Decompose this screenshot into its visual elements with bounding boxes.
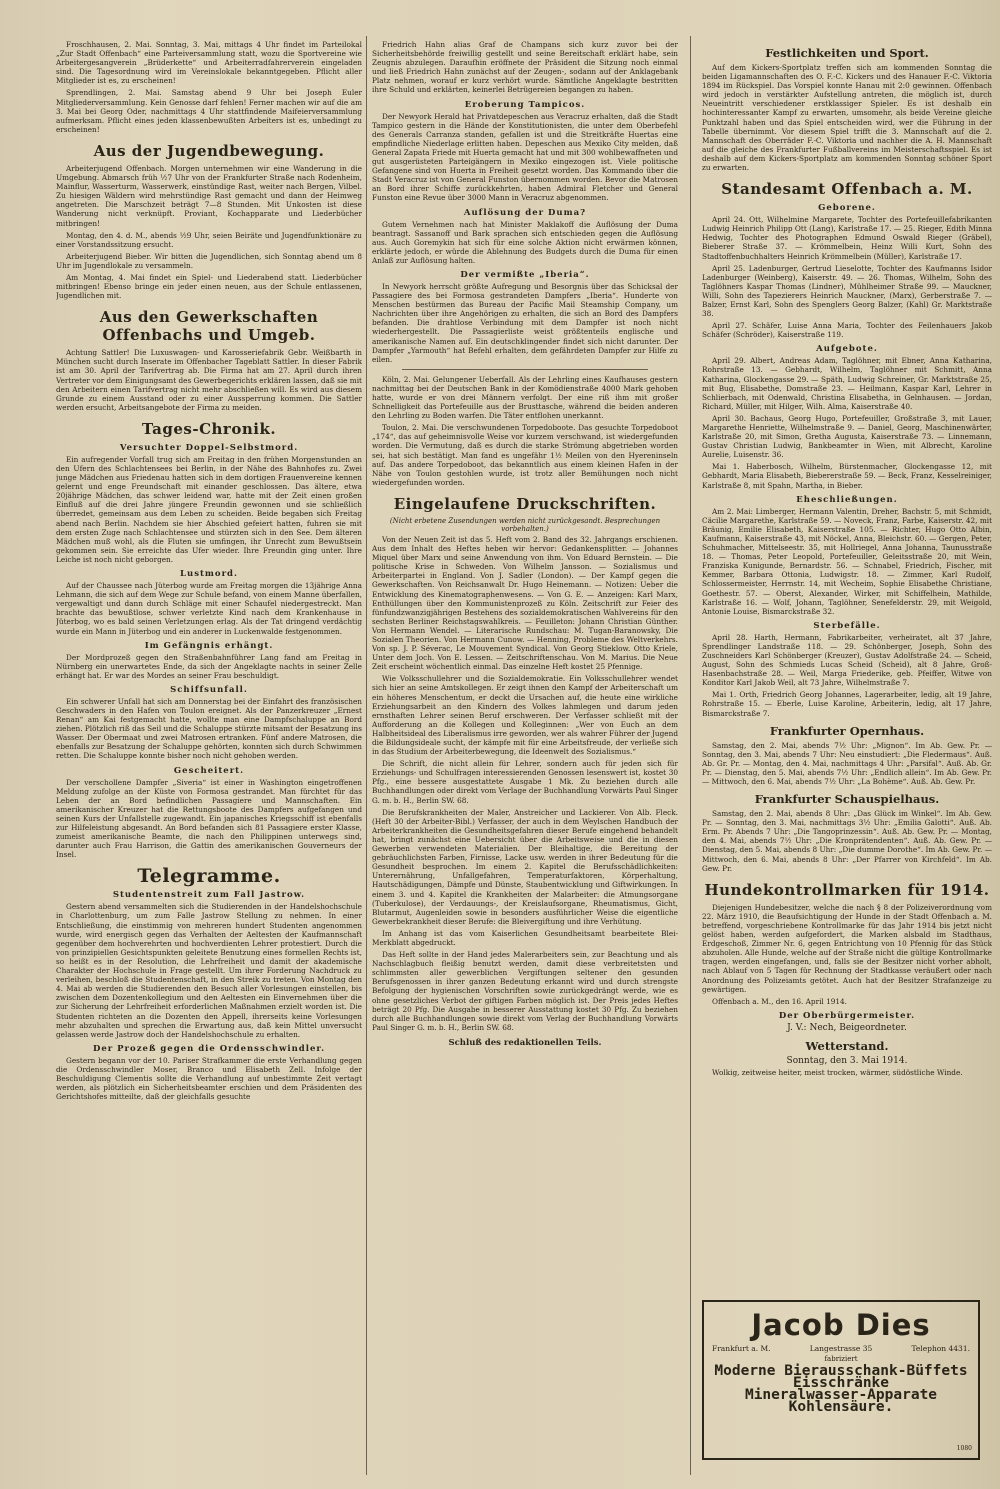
article-paragraph: Wie Volksschullehrer und die Sozialdemokratie. Ein Volksschullehrer wendet sich hier an seine Amtskollegen. Er zeigt ihnen den Kampf der Arbeiterschaft um ein höheres Menschentum, er deckt die Ursachen auf, die heute eine wirkliche Erziehungsarbeit an den Kindern des Volkes lahmlegen und darum jeden ernsthaften Lehrer seinen Beruf erschweren. Der Verfasser schließt mit der Aufforderung an die Kollegen und Kolleginnen: „Wer von Euch an dem Halbheitsideal des Liberalismus irre geworden, wer als wahrer Führer der Jugend die Bildungsideale sucht, der kämpfe mit für eine Arbeitsfreude, der verließe sich in das Studium der Arbeiterbewegung, die Ideenwelt des Sozialismus.“ xyxy=(372,674,678,757)
section-heading: Aus den Gewerkschaften Offenbachs und Umgeb. xyxy=(99,308,319,345)
article-paragraph: Gestern begann vor der 10. Pariser Strafkammer die erste Verhandlung gegen die Ordensschwindler Moser, Branco und Elisabeth Zell. Infolge der Beschuldigung Clementis sollte die Verhandlung auf unbestimmte Zeit vertagt werden, als plötzlich ein Sicherheitsbeamter erschien und dem Präsidenten des Gerichtshofes mitteilte, daß der gleichfalls gesuchte xyxy=(56,1055,362,1102)
section-heading: Frankfurter Schauspielhaus. xyxy=(754,792,940,807)
article-heading: Der Prozeß gegen die Ordensschwindler. xyxy=(92,1043,326,1054)
article-heading: Aufgebote. xyxy=(816,344,878,355)
section-heading: Tages-Chronik. xyxy=(141,419,277,438)
article-paragraph: Sprendlingen, 2. Mai. Samstag abend 9 Uhr bei Joseph Euler Mitgliederversammlung. Kein Genosse darf fehlen! Ferner machen wir auf die am 3. Mai bei Georg Oder, nachmittags 4 Uhr stattfindende Maifeierversammlung aufmerksam. Pflicht eines jeden klassenbewußten Arbeiters ist es, unbedingt zu erscheinen! xyxy=(56,88,362,134)
article-paragraph: April 30. Bachaus, Georg Hugo, Portefeuiller, Großstraße 3, mit Lauer, Margarethe Henriette, Wilhelmstraße 9. — Daniel, Georg, Maschinenwärter, Karlstraße 20, mit Simon, Gretha Augusta, Kaiserstraße 73. — Linnemann, Gustav Christian Ludwig, Bankbeamter in Wien, mit Albrecht, Karoline Aurelie, Luisenstr. 36. xyxy=(702,413,992,460)
section-heading: Eingelaufene Druckschriften. xyxy=(393,494,657,513)
ad-street: Langestrasse 35 xyxy=(809,1344,873,1353)
ad-product: Eisschränke xyxy=(792,1375,890,1392)
article-paragraph: Der verschollene Dampfer „Siveria“ ist einer in Washington eingetroffenen Meldung zufolge an der Küste von Formosa gestrandet. Man fürchtet für das Leben der an Bord befindlichen Passagiere und Mannschaften. Ein amerikanischer Kreuzer hat die Rettungsboote des Dampfers aufgefangen und seinen Kurs der Unfallstelle zugewandt. Ein japanisches Kriegsschiff ist ebenfalls zur Hilfeleistung abgesandt. An Bord befanden sich 81 Passagiere erster Klasse, zumeist amerikanische Beamte, die nach den Philippinen unterwegs sind, darunter auch Frau Harrison, die Gattin des amerikanischen Gouverneurs der Insel. xyxy=(56,777,362,860)
article-paragraph: Friedrich Hahn alias Graf de Champans sich kurz zuvor bei der Sicherheitsbehörde freiwillig gestellt und seine Bereitschaft erklärt habe, sein Zeugnis abzulegen. Daraufhin eröffnete der Präsident die Sitzung noch einmal und ließ Friedrich Hahn zunächst auf der Zeugen-, sodann auf der Anklagebank Platz nehmen, worauf er kurz verhört wurde. Sämtliche Angeklagte bestritten ihre Schuld und erklärten, keinerlei Betrügereien begangen zu haben. xyxy=(372,40,678,95)
article-paragraph: Diejenigen Hundebesitzer, welche die nach § 8 der Polizeiverordnung vom 22. März 1910, die Beaufsichtigung der Hunde in der Stadt Offenbach a. M. betreffend, vorgeschriebene Kontrollmarke für das Jahr 1914 bis jetzt nicht gelöst haben, werden aufgefordert, die Marken alsbald im Stadthaus, Erdgeschoß, Zimmer Nr. 6, gegen Entrichtung von 10 Pfennig für das Stück abzuholen. Alle Hunde, welche auf der Straße nicht die gültige Kontrollmarke tragen, werden eingefangen, und, falls sie der Besitzer nicht vorher abholt, nach Ablauf von 5 Tagen für Rechnung der Stadtkasse veräußert oder nach Anordnung des Polizeiamts getötet. Auch hat der Besitzer Strafanzeige zu gewärtigen. xyxy=(702,902,992,994)
article-paragraph: Die Berufskrankheiten der Maler, Anstreicher und Lackierer. Von Alb. Fleck. (Heft 30 der Arbeiter-Bibl.) Verfasser, der auch in dem Weylschen Handbuch der Arbeiterkrankheiten die Gesundheitsgefahren dieser Berufe eingehend behandelt hat, bringt zunächst eine Uebersicht über die Arbeitsweise und die in diesen Gewerben verwendeten Materialien. Der Bleihaltige, die Bereitung der gebräuchlichsten Farben, Firnisse, Lacke usw. werden in ihrer Bedeutung für die Gesundheit besprochen. Im einem 2. Kapitel die Berufsschädlichkeiten: Unterernährung, Unfallgefahren, Temperaturfaktoren, Körperhaltung, Hautschädigungen, Dämpfe und Dünste, Staubentwicklung und Giftwirkungen. In einem 3. und 4. Kapitel die Krankheiten der Malarbeiter: die Atmungsorgane (Tuberkulose), der Verdauungs-, der Kreislaufsorgane, Rheumatismus, Gicht, Blutarmut, Augenleiden sowie in besonders ausführlicher Weise die eigentliche Gewerbekrankheit dieser Berufe: die Bleivergiftung und ihre Verhütung. xyxy=(372,807,678,926)
article-paragraph: Am 2. Mai: Limberger, Hermann Valentin, Dreher, Bachstr. 5, mit Schmidt, Cäcilie Margarethe, Karlstraße 59. — Noveck, Franz, Farbe, Kaiserstr. 42, mit Bräunig, Emilie Elisabeth, Kaiserstraße 105. — Richter, Hugo Otto Albin, Kaufmann, Kaiserstraße 43, mit Nöckel, Anna, Bleichstr. 60. — Gergen, Peter, Schuhmacher, Mittelseestr. 35, mit Hollriegel, Anna Johanna, Taunusstraße 18. — Thomas, Peter Leopold, Portefeuiller, Geleitsstraße 20, mit Wein, Franziska Kunigunde, Bernardstr. 56. — Schnabel, Friedrich, Fischer, mit Kemmer, Barbara Ottonia, Ludwigstr. 18. — Zimmer, Karl Rudolf, Schlossermeister, Herrnstr. 14, mit Wecheim, Sophie Elisabethe Christiane, Goethestr. 57. — Oberst, Alexander, Wirker, mit Schiffelhein, Mathilde, Karlstraße 16. — Wolf, Johann, Taglöhner, Senefelderstr. 29, mit Weigold, Antonie Louise, Bismarckstraße 32. xyxy=(702,506,992,616)
article-paragraph: Froschhausen, 2. Mai. Sonntag, 3. Mai, mittags 4 Uhr findet im Parteilokal „Zur Stadt Offenbach“ eine Parteiversammlung statt, wozu die Sportvereine wie Arbeitergesangverein „Brüderkette“ und Arbeiterradfahrerverein eingeladen sind. Die Tagesordnung wird im Vereinslokale bekanntgegeben. Pflicht aller Mitglieder ist es, zu erscheinen! xyxy=(56,40,362,86)
article-paragraph: Arbeiterjugend Offenbach. Morgen unternehmen wir eine Wanderung in die Umgebung. Abmarsch früh ½7 Uhr von der Frankfurter Straße nach Rodenheim, Mainflur, Wasserturm, Wasserwerk, einstündige Rast, weiter nach Bergen, Vilbel. Zu hiesigen Wäldern wird mehrstündige Rast gemacht und dann der Heimweg angetreten. Die Marschzeit beträgt 7—8 Stunden. Mit Unkosten ist diese Wanderung nicht verknüpft. Proviant, Kochapparate und Liederbücher mitbringen! xyxy=(56,163,362,228)
section-heading: Wetterstand. xyxy=(805,1038,889,1053)
article-heading: Schiffsunfall. xyxy=(170,684,248,695)
article-paragraph: Offenbach a. M., den 16. April 1914. xyxy=(712,996,847,1006)
section-heading: Telegramme. xyxy=(137,865,281,888)
section-note: (Nicht erbetene Zusendungen werden nicht zurückgesandt. Besprechungen vorbehalten.) xyxy=(389,516,661,533)
article-heading: Eroberung Tampicos. xyxy=(464,99,586,110)
article-heading: Studentenstreit zum Fall Jastrow. xyxy=(112,890,306,901)
article-paragraph: Auf dem Kickers-Sportplatz treffen sich am kommenden Sonntag die beiden Ligamannschaften des O. F.-C. Kickers und des Hanauer F.-C. Viktoria 1894 im Rückspiel. Das Vorspiel konnte Hanau mit 2:0 gewinnen. Offenbach wird jedoch in verstärkter Aufstellung antreten, die möglich ist, durch Neueintritt verschiedener erstklassiger Spieler. Es ist deshalb ein hochinteressanter Kampf zu erwarten, umsomehr, als beide Vereine gleiche Punktzahl haben und das Spiel entscheiden wird, wer die Führung in der Tabelle übernimmt. Vor diesem Spiel trifft die 3. Mannschaft auf die 2. Mannschaft des Oberräder F.-C. Viktoria und nachher die A. H. Mannschaft auf die gleiche des Frankfurter Fußballvereins im Meisterschaftsspiel. Es ist deshalb auf dem Kickers-Sportplatz am kommenden Sonntag schöner Sport zu erwarten. xyxy=(702,63,992,173)
ad-product: Kohlensäure. xyxy=(788,1399,894,1416)
signature-line: Der Oberbürgermeister. xyxy=(778,1010,916,1021)
article-heading: Geborene. xyxy=(818,203,876,214)
article-paragraph: Der Mordprozeß gegen den Straßenbahnführer Lang fand am Freitag in Nürnberg ein unerwartetes Ende, da sich der Angeklagte nachts in seiner Zelle erhängt hat. Er war des Mordes an seiner Frau beschuldigt. xyxy=(56,652,362,680)
ad-product: Moderne Bierausschank-Büffets xyxy=(714,1363,968,1380)
article-paragraph: Ein aufregender Vorfall trug sich am Freitag in den frühen Morgenstunden an den Ufern des Schlachtensees bei Berlin, in der Nähe des Bahnhofes zu. Zwei junge Mädchen aus Friedenau hatten sich in dem dortigen Frauenvereine kennen gelernt und enge Freundschaft mit einander geschlossen. Das ältere, etwa 20jährige Mädchen, das schwer leidend war, hatte mit der Zeit einen großen Einfluß auf die drei Jahre jüngere Freundin gewonnen und sie schließlich überredet, gemeinsam aus dem Leben zu scheiden. Beide begaben sich Freitag abend nach Berlin. Nachdem sie hier Abschied gefeiert hatten, fuhren sie mit dem ersten Zuge nach Schlachtensee und stürzten sich in den See. Dem älteren Mädchen muß wohl, als die Fluten sie umfingen, ihr Unrecht zum Bewußtsein gekommen sein. Sie erreichte das Ufer wieder. Ihre Freundin ging unter. Ihre Leiche ist noch nicht geborgen. xyxy=(56,454,362,564)
section-heading: Hundekontrollmarken für 1914. xyxy=(704,880,990,899)
ad-product: Mineralwasser-Apparate xyxy=(744,1387,938,1404)
advertisement-box xyxy=(702,1300,980,1460)
article-paragraph: Ein schwerer Unfall hat sich am Donnerstag bei der Einfahrt des französischen Geschwaders in den Hafen von Toulon ereignet. Als der Panzerkreuzer „Ernest Renan“ am Kai festgemacht hatte, wollte man eine Dampfschaluppe an Bord ziehen. Plötzlich riß das Seil und die Schaluppe stürzte mitsamt der Besatzung ins Wasser. Der Obermaat und zwei Matrosen ertranken. Fünf andere Matrosen, die ebenfalls zur Besatzung der Schaluppe gehörten, konnten sich durch Schwimmen retten. Die Schaluppe konnte bisher noch nicht gehoben werden. xyxy=(56,696,362,761)
article-heading: Versuchter Doppel-Selbstmord. xyxy=(119,442,299,453)
article-paragraph: In Newyork herrscht größte Aufregung und Besorgnis über das Schicksal der Passagiere des bei Formosa gestrandeten Dampfers „Iberia“. Hunderte von Menschen bestürmen das Bureau der Pacific Mail Steamship Company, um Nachrichten über ihre Angehörigen zu erhalten, die sich an Bord des Dampfers befanden. Die drahtlose Verbindung mit dem Dampfer ist noch nicht wiederhergestellt. Die Passagierliste weist größtenteils englische und amerikanische Namen auf. Ein deutschklingender findet sich nicht darunter. Der Dampfer „Yarmouth“ hat Befehl erhalten, dem gefährdeten Dampfer zur Hilfe zu eilen. xyxy=(372,281,678,364)
ad-address-row xyxy=(712,1344,970,1353)
article-paragraph: Samstag, den 2. Mai, abends 7½ Uhr: „Mignon“. Im Ab. Gew. Pr. — Sonntag, den 3. Mai, abends 7 Uhr: Neu einstudiert: „Die Fledermaus“. Auß. Ab. Gr. Pr. — Montag, den 4. Mai, nachmittags 4 Uhr: „Parsifal“. Auß. Ab. Gr. Pr. — Dienstag, den 5. Mai, abends 7½ Uhr: „Endlich allein“. Im Ab. Gew. Pr. — Mittwoch, den 6. Mai, abends 7½ Uhr: „La Bohème“. Auß. Ab. Gew. Pr. xyxy=(702,740,992,786)
article-heading: Lustmord. xyxy=(180,569,238,580)
article-paragraph: Montag, den 4. d. M., abends ½9 Uhr, seien Beiräte und Jugendfunktionäre zu einer Vorstandssitzung ersucht. xyxy=(56,230,362,249)
article-paragraph: Auf der Chaussee nach Jüterbog wurde am Freitag morgen die 13jährige Anna Lehmann, die sich auf dem Wege zur Schule befand, von einem Manne überfallen, vergewaltigt und dann durch Schläge mit einer Schaufel niedergestreckt. Man brachte das bewußtlose, schwer verletzte Kind nach dem Krankenhause in Jüterbog, wo es bald seinen Verletzungen erlag. Als der Tat dringend verdächtig wurde ein Mann in Jüterbog und ein anderer in Luckenwalde festgenommen. xyxy=(56,581,362,636)
ad-number: 1080 xyxy=(956,1445,972,1452)
article-paragraph: Samstag, den 2. Mai, abends 8 Uhr: „Das Glück im Winkel“. Im Ab. Gew. Pr. — Sonntag, den 3. Mai, nachmittags 3½ Uhr: „Emilia Galotti“. Auß. Ab. Erm. Pr. Abends 7 Uhr: „Die Tangoprinzessin“. Auß. Ab. Gew. Pr. — Montag, den 4. Mai, abends 7½ Uhr: „Die Kronprätendenten“. Auß. Ab. Gew. Pr. — Dienstag, den 5. Mai, abends 8 Uhr: „Die dumme Dorothe“. Im Ab. Gew. Pr. — Mittwoch, den 6. Mai, abends 8 Uhr: „Der Pfarrer von Kirchfeld“. Im Ab. Gew. Pr. xyxy=(702,809,992,873)
column-rule xyxy=(366,36,367,1475)
article-paragraph: Der Newyork Herald hat Privatdepeschen aus Veracruz erhalten, daß die Stadt Tampico gestern in die Hände der Konstitutionisten, die unter dem Oberbefehl des Generals Carranza standen, gefallen ist und die Streitkräfte Huertas eine empfindliche Niederlage erlitten haben. Depeschen aus Mexiko City melden, daß General Zapata Friede mit Huerta gemacht hat und mit 300 wohlbewaffneten und gut ausgerüsteten Parteigängern in Mexiko eingezogen ist. Viele politische Gefangene sind von Huerta in Freiheit gesetzt worden. Das Kommando über die Stadt Veracruz ist von General Funston übernommen worden. Bevor die Matrosen an Bord ihrer Schiffe zurückkehrten, haben Admiral Fletcher und General Funston eine Revue über 3000 Mann in Veracruz abgenommen. xyxy=(372,111,678,203)
article-paragraph: April 24. Ott, Wilhelmine Margarete, Tochter des Portefeuillefabrikanten Ludwig Heinrich Philipp Ott (Lang), Karlstraße 17. — 25. Rieger, Edith Minna Hedwig, Tochter des Photographen Edmund Oswald Rieger (Gräbel), Bieberer Straße 37. — Krömmelbein, Heinz Willi Kurt, Sohn des Stadtoffenbuchhalters Heinrich Krömmelbein (Müller), Karlstraße 17. xyxy=(702,215,992,261)
article-paragraph: April 29. Albert, Andreas Adam, Taglöhner, mit Ebner, Anna Katharina, Rohrstraße 13. — Gebhardt, Wilhelm, Taglöhner mit Schmitt, Anna Katharina, Glockengasse 29. — Späth, Ludwig Schreiner, Gr. Marktstraße 25, mit Bug, Elisabethe, Domstraße 23. — Heilmann, Kaspar Karl, Lehrer in Schlierbach, mit Odenwald, Christina Elisabetha, in Gelnhausen. — Jordan, Richard, Müller, mit Hilger, Wilh. Alma, Kaiserstraße 40. xyxy=(702,356,992,411)
article-paragraph: Von der Neuen Zeit ist das 5. Heft vom 2. Band des 32. Jahrgangs erschienen. Aus dem Inhalt des Heftes heben wir hervor: Gedankensplitter. — Johannes Miquel über Marx und seine Anwendung von ihm. Von Eduard Bernstein. — Die politische Krise in Schweden. Von Wilhelm Jansson. — Sozialismus und Arbeiterpartei in England. Von J. Sadler (London). — Der Kampf gegen die Gewerkschaften. Von Reichsanwalt Dr. Hugo Heinemann. — Notizen: Ueber die Entwicklung des Kinematographenwesens. — Von G. E. — Anzeigen: Karl Marx, Enthüllungen über den Kommunistenprozeß zu Köln. Zeitschrift zur Feier des fünfundzwanzigjährigen Bestehens des sozialdemokratischen Wahlvereins für den sechsten Berliner Reichstagswahlkreis. — Feuilleton: Johann Christian Günther. Von Hermann Wendel. — Literarische Rundschau: M. Tugan-Baranowsky, Die Sozialen Theorien. Von Hermann Cunow. — Henning, Probleme des Weltverkehrs. Von sp. J. P. Séverac, Le Mouvement Syndical. Von Georg Stieklow. Otto Kriele, Unter dem Joch. Von E. Lessen. — Zeitschriftenschau. Von M. Marius. Die Neue Zeit erscheint wöchentlich einmal. Das einzelne Heft kostet 25 Pfennige. xyxy=(372,534,678,672)
article-paragraph: Das Heft sollte in der Hand jedes Malerarbeiters sein, zur Beachtung und als Nachschlagbuch fleißig benutzt werden, damit diese verbreitetsten und schlimmsten aller gewerblichen Vergiftungen seltener den gesunden Berufsgenossen in ihrer ganzen Bedeutung erkannt wird und durch strengste Befolgung der hygienischen Vorschriften sowie zurückgedrängt werde, wie es ohne gesetzliches Verbot der giftigen Farben möglich ist. Der Preis jedes Heftes beträgt 20 Pfg. Die Ausgabe in besserer Ausstattung kostet 30 Pfg. Zu beziehen durch alle Buchhandlungen sowie direkt vom Verlag der Buchhandlung Vorwärts Paul Singer G. m. b. H., Berlin SW. 68. xyxy=(372,950,678,1032)
article-heading: Gescheitert. xyxy=(173,765,245,776)
article-heading: Der vermißte „Iberia“. xyxy=(460,269,590,280)
article-paragraph: Die Schrift, die nicht allein für Lehrer, sondern auch für jeden sich für Erziehungs- und Schulfragen interessierenden Genossen lesenswert ist, kostet 30 Pfg., eine bessere ausgestattete Ausgabe 1 Mk. Zu beziehen durch alle Buchhandlungen oder direkt vom Verlage der Buchhandlung Vorwärts Paul Singer G. m. b. H., Berlin SW. 68. xyxy=(372,759,678,805)
article-heading: Auflösung der Duma? xyxy=(463,207,587,218)
article-heading: Eheschließungen. xyxy=(796,494,898,505)
signature-line: J. V.: Nech, Beigeordneter. xyxy=(787,1022,907,1033)
article-paragraph: April 28. Harth, Hermann, Fabrikarbeiter, verheiratet, alt 37 Jahre, Sprendlinger Landstraße 118. — 29. Schönberger, Joseph, Sohn des Zuschneiders Karl Schönberger (Kreuzer), Gustav Adolfstraße 24. — Scheid, August, Sohn des Schmieds Lucas Scheid (Scheid), alt 8 Jahre, Groß-Hasenbachstraße 28. — Weil, Marga Friederike, geb. Pfeiffer, Witwe von Konditor Karl Jakob Weil, alt 73 Jahre, Wilhelmstraße 7. xyxy=(702,632,992,688)
article-paragraph: April 27. Schäfer, Luise Anna Maria, Tochter des Feilenhauers Jakob Schäfer (Schröder), Kaiserstraße 119. xyxy=(702,321,992,340)
article-paragraph: Achtung Sattler! Die Luxuswagen- und Karosseriefabrik Gebr. Weißbarth in München sucht durch Inserate im Offenbacher Tageblatt Sattler. In dieser Fabrik ist am 30. April der Tarifvertrag ab. Die Firma hat am 27. April durch ihren Vertreter vor dem Einigungsamt des Gewerbegerichts erklären lassen, daß sie mit den Arbeitern einen Tarifvertrag nicht mehr abschließen will. Es wird aus diesem Grunde zu einem Ausstand oder zu einer Aussperrung kommen. Die Sattler werden ersucht, Arbeitsangebote der Firma zu meiden. xyxy=(56,348,362,412)
column-1 xyxy=(56,40,362,1475)
article-paragraph: April 25. Ladenburger, Gertrud Lieselotte, Tochter des Kaufmanns Isidor Ladenburger (Weinberg), Kaiserstr. 49. — 26. Thomas, Wilhelm, Sohn des Taglöhners Kaspar Thomas (Lindner), Mühlheimer Straße 99. — Mauckner, Willi, Sohn des Tapezierers Heinrich Mauckner, (Marx), Gerberstraße 7. — Balzer, Ernst Karl, Sohn des Spenglers Georg Balzer, (Kahl) Gr. Marktstraße 38. xyxy=(702,263,992,319)
section-heading: Standesamt Offenbach a. M. xyxy=(721,180,973,199)
article-heading: Im Gefängnis erhängt. xyxy=(144,640,274,651)
article-paragraph: Arbeiterjugend Bieber. Wir bitten die Jugendlichen, sich Sonntag abend um 8 Uhr im Jugendlokale zu versammeln. xyxy=(56,251,362,270)
article-paragraph: Im Anhang ist das vom Kaiserlichen Gesundheitsamt bearbeitete Blei-Merkblatt abgedruckt. xyxy=(372,928,678,947)
weather-forecast: Wolkig, zeitweise heiter, meist trocken, wärmer, südöstliche Winde. xyxy=(712,1067,963,1077)
article-paragraph: Köln, 2. Mai. Gelungener Ueberfall. Als der Lehrling eines Kaufhauses gestern nachmittag bei der Deutschen Bank in der Komödienstraße 4000 Mark gehoben hatte, wurde er von drei Männern verfolgt. Der eine riß ihm mit großer Schnelligkeit das Portefeuille aus der Brusttasche, während die beiden anderen den Lehrling zu Boden warfen. Die Täter entflohen unerkannt. xyxy=(372,374,678,421)
article-paragraph: Gestern abend versammelten sich die Studierenden in der Handelshochschule in Charlottenburg, um zum Falle Jastrow Stellung zu nehmen. In einer Entschließung, die einstimmig von mehreren hundert Studenten angenommen wurde, wird energisch gegen das Verhalten der Aeltesten der Kaufmannschaft gegenüber dem hochverehrten und hochverdienten Lehrer protestiert. Durch die von prinzipiellen Gesichtspunkten geleitete Benutzung eines formellen Rechts ist, so heißt es in der Resolution, die Lehrfreiheit und damit der akademische Charakter der Hochschule in Frage gestellt. Um ihrer Forderung Nachdruck zu verleihen, beschloß die Studentenschaft, in den Streik zu treten. Von Montag den 4. Mai ab werden die Studierenden den Besuch aller Vorlesungen einstellen, bis zwischen dem Dozentenkollegium und den Aeltesten ein Einvernehmen über die zur Sicherung der Lehrfreiheit erforderlichen Maßnahmen erzielt worden ist. Die Studenten richteten an die Dozenten den Appell, ihrerseits keine Vorlesungen mehr abzuhalten und sprechen die Erwartung aus, daß kein Mittel unversucht gelassen werde Jastrow doch der Handelshochschule zu erhalten. xyxy=(56,902,362,1039)
ad-subline: fabriziert xyxy=(824,1355,858,1363)
article-paragraph: Toulon, 2. Mai. Die verschwundenen Torpedoboote. Das gesuchte Torpedoboot „174“, das auf geheimnisvolle Weise vor kurzem verschwand, ist wiedergefunden worden. Die Vermutung, daß es durch die starke Strömung abgetrieben worden sei, hat sich bestätigt. Man fand es ungefähr 1½ Meilen von den Hyereninseln auf. Das andere Torpedoboot, das bekanntlich aus einem kleinen Hafen in der Nähe von Toulon gestohlen wurde, ist trotz aller Bemühungen noch nicht wiedergefunden worden. xyxy=(372,423,678,487)
section-heading: Frankfurter Opernhaus. xyxy=(769,723,925,738)
column-2 xyxy=(372,40,678,1475)
article-paragraph: Gutem Vernehmen nach hat Minister Maklakoff die Auflösung der Duma beantragt. Sassanoff und Bark sprachen sich entschieden gegen die Auflösung aus. Auch Goremykin hat sich für eine solche Aktion nicht erwärmen können, erklärte jedoch, er würde die Ablehnung des Budgets durch die Duma für einen Anlaß zur Auflösung halten. xyxy=(372,219,678,265)
divider xyxy=(402,369,648,370)
editorial-end-note: Schluß des redaktionellen Teils. xyxy=(448,1037,602,1048)
weather-date: Sonntag, den 3. Mai 1914. xyxy=(786,1055,908,1066)
article-heading: Sterbefälle. xyxy=(813,620,881,631)
ad-firm-name: Jacob Dies xyxy=(751,1308,931,1342)
ad-phone: Telephon 4431. xyxy=(911,1344,970,1353)
section-heading: Festlichkeiten und Sport. xyxy=(765,46,929,60)
article-paragraph: Am Montag, 4. Mai findet ein Spiel- und Liederabend statt. Liederbücher mitbringen! Ebenso bringe ein jeder einen neuen, aus der Schule entlassenen, Jugendlichen mit. xyxy=(56,272,362,301)
section-heading: Aus der Jugendbewegung. xyxy=(93,141,325,160)
column-rule xyxy=(690,36,691,1475)
ad-city: Frankfurt a. M. xyxy=(712,1344,771,1353)
column-3 xyxy=(702,40,992,1293)
article-paragraph: Mai 1. Haberbosch, Wilhelm, Bürstenmacher, Glockengasse 12, mit Gebhardt, Maria Elisabeth, Biebererstraße 59. — Beck, Franz, Kesselreiniger, Karlstraße 8, mit Spahn, Martha, in Bieber. xyxy=(702,462,992,490)
article-paragraph: Mai 1. Orth, Friedrich Georg Johannes, Lagerarbeiter, ledig, alt 19 Jahre, Rohrstraße 15. — Eberle, Luise Karoline, Arbeiterin, ledig, alt 17 Jahre, Bismarckstraße 7. xyxy=(702,690,992,718)
